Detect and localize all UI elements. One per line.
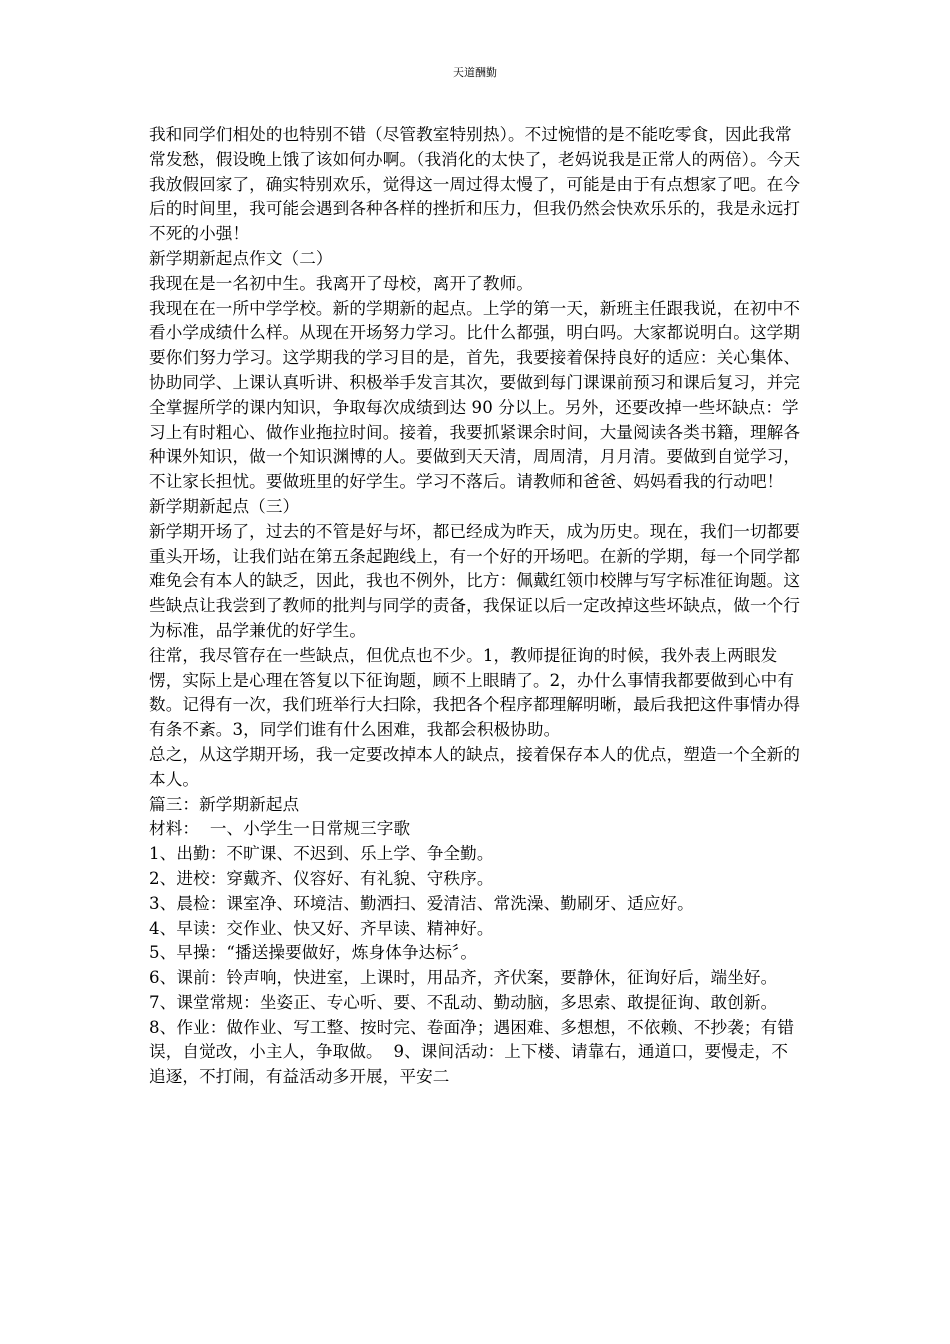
section-heading: 篇三：新学期新起点: [149, 794, 300, 814]
paragraph: 往常，我尽管存在一些缺点，但优点也不少。1，教师提征询的时候，我外表上两眼发愣，实际上是心理在答复以下征询题，顾不上眼睛了。2，办什么事情我都要做到心中有数。记得有一次，我们班举行大扫除，我把各个程序都理解明晰，最后我把这件事情办得有条不紊。3，同学们谁有什么困难，我都会积极协助。: [149, 645, 801, 740]
paragraph: 我现在在一所中学学校。新的学期新的起点。上学的第一天，新班主任跟我说，在初中不看小学成绩什么样。从现在开场努力学习。比什么都强，明白吗。大家都说明白。这学期要你们努力学习。这学期我的学习目的是，首先，我要接着保持良好的适应：关心集体、协助同学、上课认真听讲、积极举手发言其次，要做到每门课课前预习和课后复习，并完全掌握所学的课内知识，争取每次成绩到达 90 分以上。另外，还要改掉一些坏缺点：学习上有时粗心、做作业拖拉时间。接着，我要抓紧课余时间，大量阅读各类书籍，理解各种课外知识，做一个知识渊博的人。要做到天天清，周周清，月月清。要做到自觉学习，不让家长担忧。要做班里的好学生。学习不落后。请教师和爸爸、妈妈看我的行动吧！: [149, 298, 801, 492]
section-heading: 新学期新起点作文（二）: [149, 248, 333, 268]
list-item: 7、课堂常规：坐姿正、专心听、要、不乱动、勤动脑，多思索、敢提征询、敢创新。 8、作业：做作业、写工整、按时完、卷面净；遇困难、多想想，不依赖、不抄袭；有错误，自觉改，小主人，争取做。 9、课间活动：上下楼、请靠右，通道口，要慢走，不追逐，不打闹，有益活动多开展，平安二: [149, 992, 795, 1087]
list-item: 6、课前：铃声响，快进室，上课时，用品齐，齐伏案，要静休，征询好后，端坐好。: [149, 968, 778, 988]
paragraph: 我和同学们相处的也特别不错（尽管教室特别热）。不过惋惜的是不能吃零食，因此我常常发愁，假设晚上饿了该如何办啊。（我消化的太快了，老妈说我是正常人的两倍）。今天我放假回家了，确实特别欢乐，觉得这一周过得太慢了，可能是由于有点想家了吧。在今后的时间里，我可能会遇到各种各样的挫折和压力，但我仍然会快欢乐乐的，我是永远打不死的小强！: [149, 125, 801, 244]
list-item: 3、晨检：课室净、环境洁、勤洒扫、爱清洁、常洗澡、勤刷牙、适应好。: [149, 893, 694, 913]
paragraph: 总之，从这学期开场，我一定要改掉本人的缺点，接着保存本人的优点，塑造一个全新的本人。: [149, 744, 801, 789]
paragraph: 材料： 一、小学生一日常规三字歌: [149, 819, 411, 839]
header-title: 天道酬勤: [453, 66, 497, 79]
list-item: 1、出勤：不旷课、不迟到、乐上学、争全勤。: [149, 844, 494, 864]
page-header: [0, 66, 950, 80]
paragraph: 新学期开场了，过去的不管是好与坏，都已经成为昨天，成为历史。现在，我们一切都要重头开场，让我们站在第五条起跑线上，有一个好的开场吧。在新的学期，每一个同学都难免会有本人的缺乏，因此，我也不例外，比方：佩戴红领巾校牌与写字标准征询题。这些缺点让我尝到了教师的批判与同学的责备，我保证以后一定改掉这些坏缺点，做一个行为标准，品学兼优的好学生。: [149, 521, 801, 640]
paragraph: 我现在是一名初中生。我离开了母校，离开了教师。: [149, 273, 533, 293]
list-item: 4、早读：交作业、快又好、齐早读、精神好。: [149, 918, 494, 938]
list-item: 2、进校：穿戴齐、仪容好、有礼貌、守秩序。: [149, 868, 494, 888]
section-heading: 新学期新起点（三）: [149, 496, 300, 516]
document-body: [149, 123, 801, 1090]
list-item: 5、早操：“播送操要做好，炼身体争达标〞。: [149, 943, 478, 963]
